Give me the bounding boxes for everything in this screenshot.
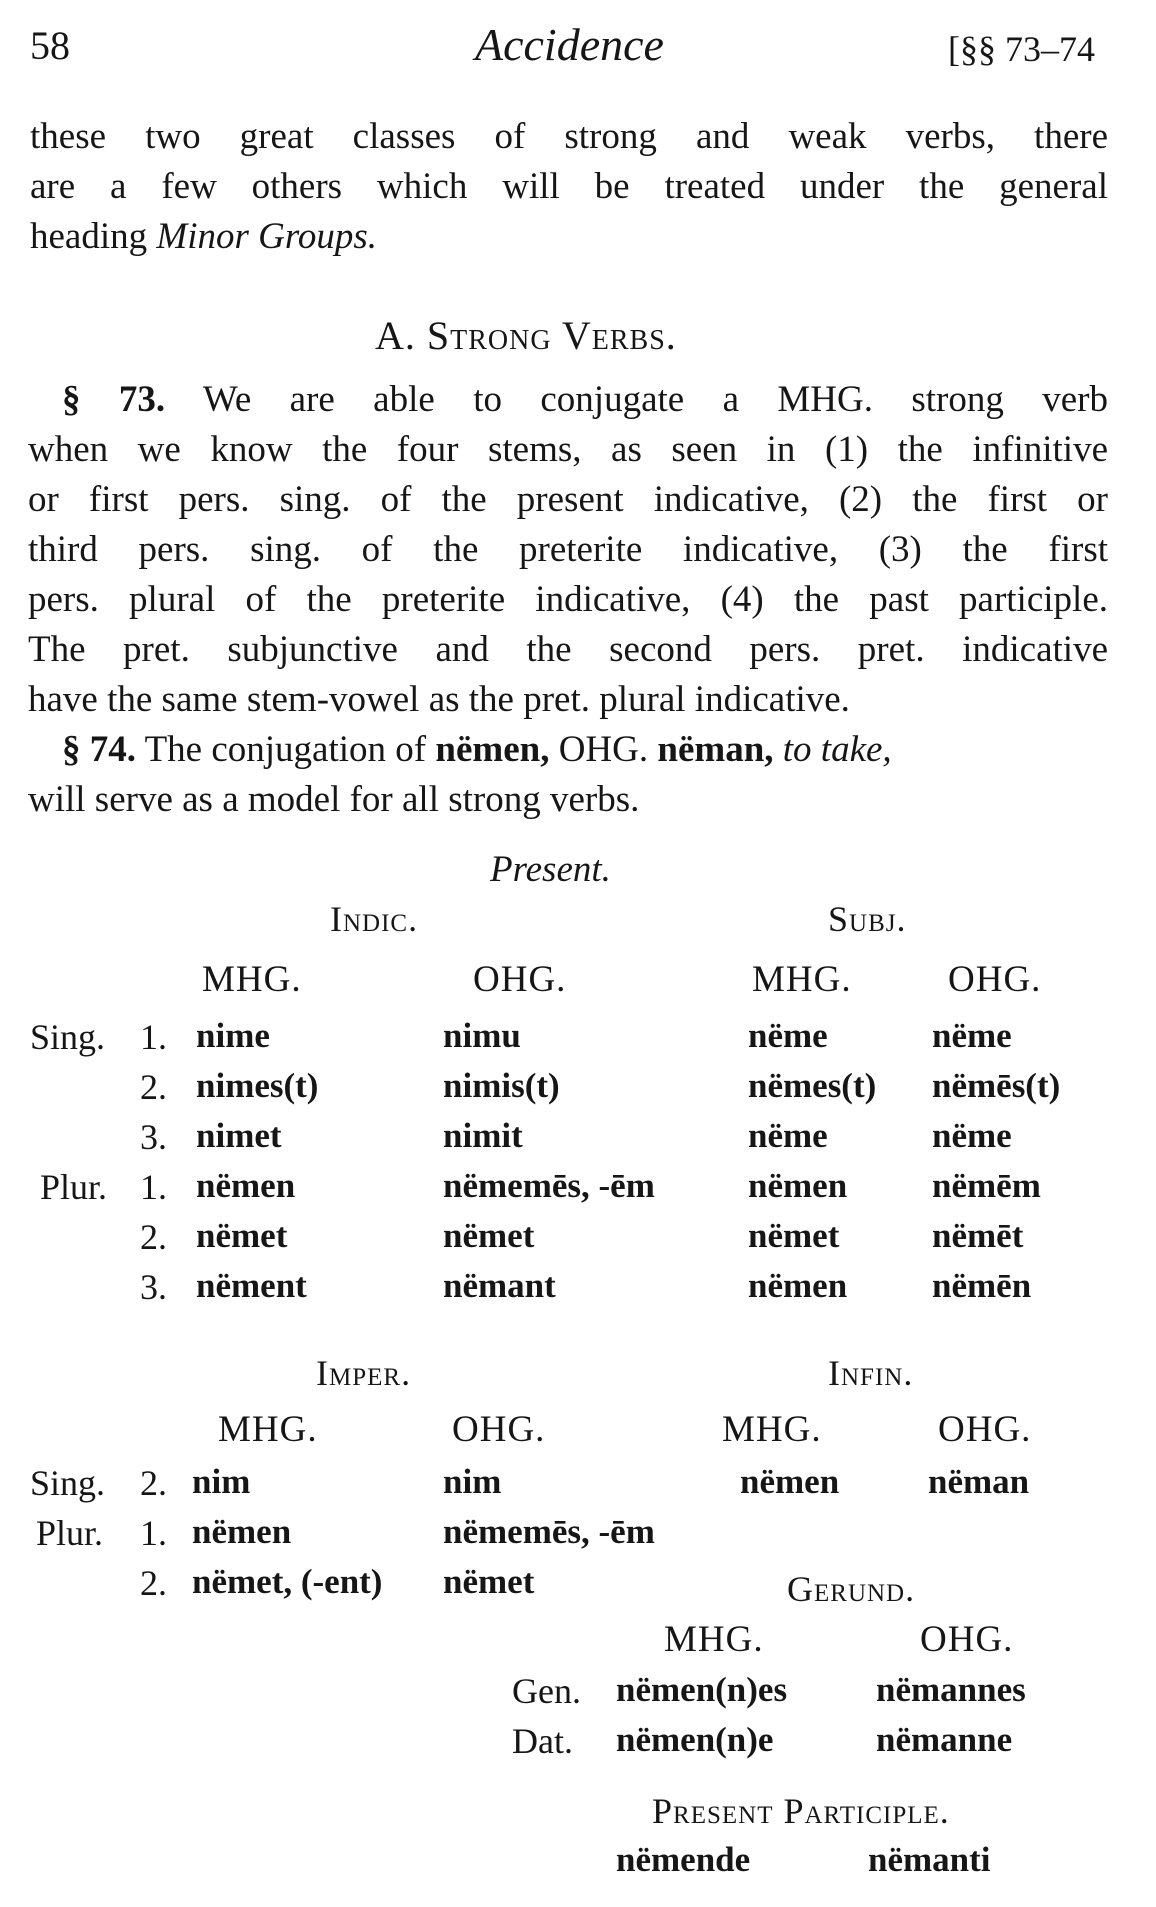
- present-subj-mhg-cell: nëme: [748, 1016, 828, 1055]
- present-indic-mhg-cell: nimet: [196, 1116, 282, 1155]
- present-indic-ohg-cell: nëmet: [443, 1216, 535, 1255]
- present-subj-ohg-cell: nëmēn: [932, 1266, 1032, 1305]
- section-heading: A. Strong Verbs.: [375, 313, 677, 358]
- running-title: Accidence: [475, 19, 664, 70]
- present-indic-ohg-cell: nëmant: [443, 1266, 556, 1305]
- imper-mhg-cell: nim: [192, 1462, 251, 1501]
- row-label: Sing.: [30, 1017, 106, 1057]
- imper-label: Imper.: [316, 1353, 412, 1393]
- present-subj-mhg-header: MHG.: [752, 959, 852, 1000]
- intro-line-3: heading Minor Groups.: [30, 216, 378, 257]
- present-indic-mhg-cell: nëmen: [196, 1166, 296, 1205]
- present-subj-ohg-cell: nëme: [932, 1116, 1012, 1155]
- participle-label: Present Participle.: [652, 1791, 950, 1831]
- gerund-case-label: Dat.: [512, 1721, 573, 1761]
- para73-line-1: § 73. We are able to conjugate a MHG. strong verb: [62, 379, 1108, 420]
- section-range: [§§ 73–74: [948, 29, 1095, 69]
- gerund-mhg-header: MHG.: [664, 1619, 764, 1660]
- row-label: Sing.: [30, 1463, 106, 1503]
- gerund-label: Gerund.: [787, 1569, 916, 1609]
- present-indic-mhg-cell: nëment: [196, 1266, 307, 1305]
- infin-mhg-cell: nëmen: [740, 1462, 840, 1501]
- present-indic-ohg-cell: nimit: [443, 1116, 523, 1155]
- para73-line-2: when we know the four stems, as seen in (1) the infinitive: [28, 429, 1108, 470]
- present-subj-ohg-cell: nëmēm: [932, 1166, 1041, 1205]
- imper-mhg-cell: nëmet, (-ent): [192, 1562, 383, 1601]
- infin-ohg-header: OHG.: [938, 1409, 1032, 1450]
- present-subj-mhg-cell: nëmen: [748, 1166, 848, 1205]
- present-indic-ohg-cell: nëmemēs, -ēm: [443, 1166, 655, 1205]
- row-number: 2.: [140, 1067, 167, 1107]
- indic-label: Indic.: [330, 899, 419, 939]
- present-indic-mhg-cell: nime: [196, 1016, 270, 1055]
- present-indic-ohg-cell: nimis(t): [443, 1066, 560, 1105]
- subj-label: Subj.: [828, 899, 907, 939]
- imper-ohg-cell: nim: [443, 1462, 502, 1501]
- row-label: Plur.: [40, 1167, 108, 1207]
- row-number: 3.: [140, 1117, 167, 1157]
- para73-line-7: have the same stem-vowel as the pret. plural indicative.: [28, 679, 850, 720]
- present-indic-ohg-cell: nimu: [443, 1016, 521, 1055]
- row-number: 2.: [140, 1563, 167, 1603]
- present-indic-ohg-header: OHG.: [473, 959, 567, 1000]
- imper-ohg-cell: nëmet: [443, 1562, 535, 1601]
- present-subj-mhg-cell: nëmet: [748, 1216, 840, 1255]
- present-subj-ohg-header: OHG.: [948, 959, 1042, 1000]
- present-indic-mhg-cell: nëmet: [196, 1216, 288, 1255]
- gerund-ohg-cell: nëmanne: [876, 1720, 1013, 1759]
- row-number: 2.: [140, 1217, 167, 1257]
- row-number: 2.: [140, 1463, 167, 1503]
- row-number: 1.: [140, 1167, 167, 1207]
- row-number: 1.: [140, 1513, 167, 1553]
- page-number: 58: [30, 23, 70, 68]
- present-subj-ohg-cell: nëmēs(t): [932, 1066, 1061, 1105]
- present-indic-mhg-cell: nimes(t): [196, 1066, 319, 1105]
- gerund-mhg-cell: nëmen(n)es: [616, 1670, 788, 1709]
- present-subj-mhg-cell: nëmes(t): [748, 1066, 877, 1105]
- participle-ohg: nëmanti: [868, 1840, 991, 1879]
- present-subj-ohg-cell: nëmēt: [932, 1216, 1024, 1255]
- present-subj-ohg-cell: nëme: [932, 1016, 1012, 1055]
- intro-line-1: these two great classes of strong and weak verbs, there: [30, 116, 1108, 157]
- participle-mhg: nëmende: [616, 1840, 751, 1879]
- row-number: 1.: [140, 1017, 167, 1057]
- infin-ohg-cell: nëman: [928, 1462, 1030, 1501]
- para74-line-2: will serve as a model for all strong verbs.: [28, 779, 640, 820]
- present-indic-mhg-header: MHG.: [202, 959, 302, 1000]
- para73-line-4: third pers. sing. of the preterite indicative, (3) the first: [28, 529, 1108, 570]
- gerund-ohg-cell: nëmannes: [876, 1670, 1026, 1709]
- imper-ohg-header: OHG.: [452, 1409, 546, 1450]
- present-subj-mhg-cell: nëmen: [748, 1266, 848, 1305]
- row-number: 3.: [140, 1267, 167, 1307]
- imper-mhg-header: MHG.: [218, 1409, 318, 1450]
- infin-label: Infin.: [828, 1353, 914, 1393]
- imper-mhg-cell: nëmen: [192, 1512, 292, 1551]
- para74-line-1: § 74. The conjugation of nëmen, OHG. nëman, to take,: [62, 729, 892, 770]
- present-subj-mhg-cell: nëme: [748, 1116, 828, 1155]
- para73-line-5: pers. plural of the preterite indicative, (4) the past participle.: [28, 579, 1108, 620]
- row-label: Plur.: [36, 1513, 104, 1553]
- present-title: Present.: [490, 849, 611, 890]
- intro-line-2: are a few others which will be treated under the general: [30, 166, 1108, 207]
- para73-line-3: or first pers. sing. of the present indicative, (2) the first or: [28, 479, 1108, 520]
- gerund-mhg-cell: nëmen(n)e: [616, 1720, 774, 1759]
- imper-ohg-cell: nëmemēs, -ēm: [443, 1512, 655, 1551]
- infin-mhg-header: MHG.: [722, 1409, 822, 1450]
- gerund-ohg-header: OHG.: [920, 1619, 1014, 1660]
- para73-line-6: The pret. subjunctive and the second pers. pret. indicative: [28, 629, 1108, 670]
- gerund-case-label: Gen.: [512, 1671, 581, 1711]
